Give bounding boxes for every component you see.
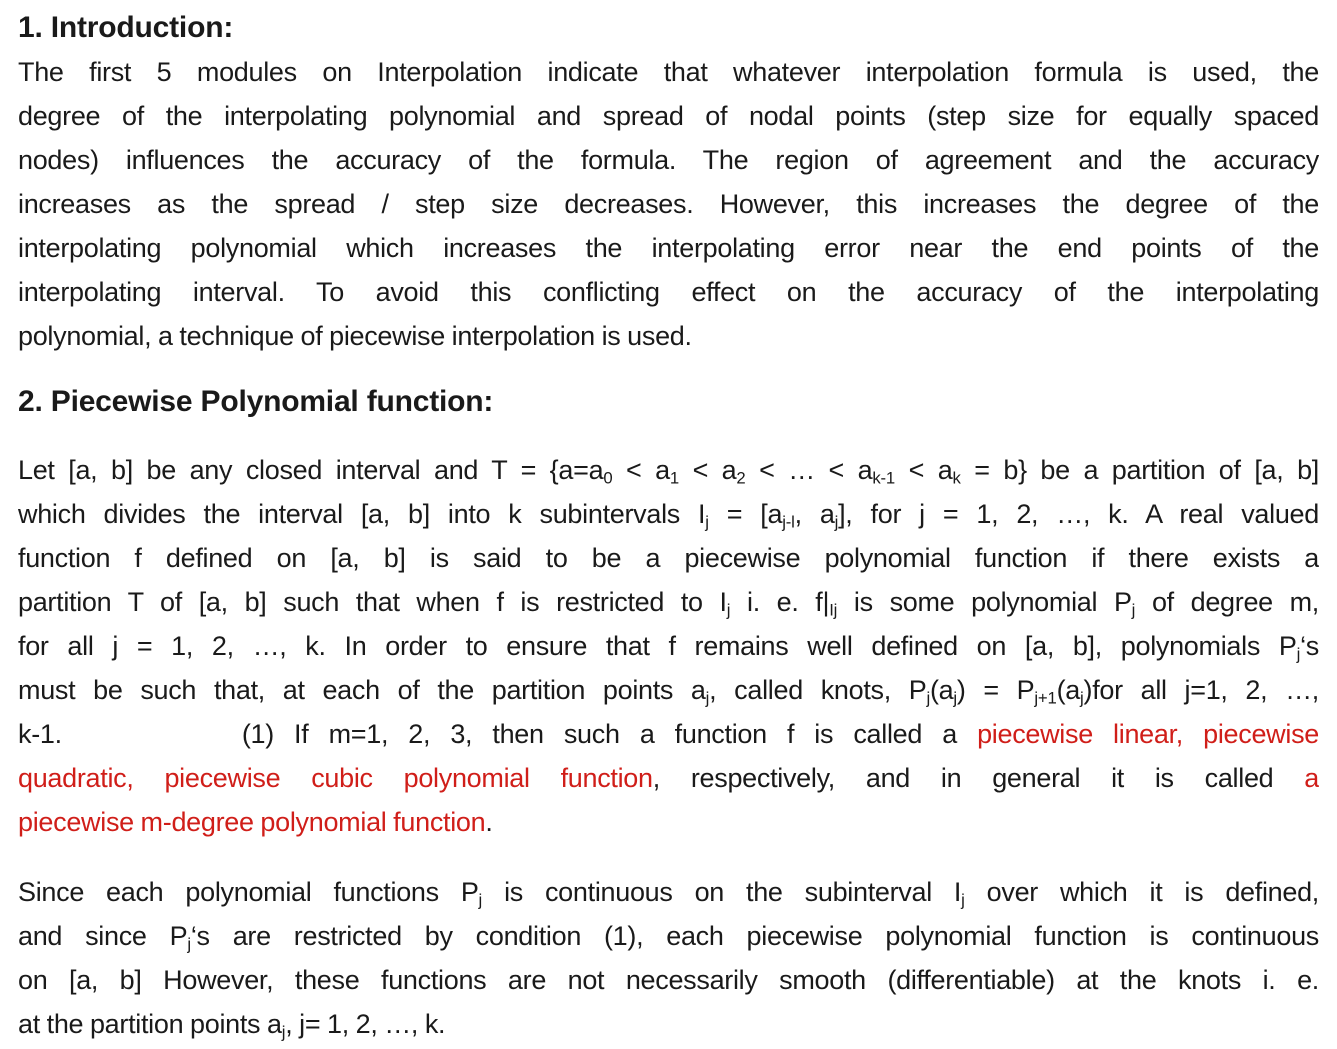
highlighted-text: a <box>1304 763 1319 793</box>
section-heading-introduction: 1. Introduction: <box>18 11 234 44</box>
text-segment: , called knots, P <box>709 675 927 705</box>
text-segment: < a <box>678 455 737 485</box>
text-segment: (a <box>929 675 954 705</box>
text-segment: ‘s <box>1300 631 1319 661</box>
subscript: j <box>834 512 839 532</box>
inline-gap <box>62 742 242 743</box>
text-segment: (1) If m=1, 2, 3, then such a function f is called a <box>241 719 978 749</box>
subscript: j <box>953 688 957 708</box>
text-segment: for all j = 1, 2, …, k. In order to ensure that f remains well defined on [a, b], polynomials P <box>18 631 1297 661</box>
text-segment: is some polynomial P <box>837 587 1132 617</box>
highlighted-text: quadratic, piecewise cubic polynomial function <box>18 763 653 793</box>
text-segment: , a <box>794 499 835 529</box>
text-line <box>18 492 1319 536</box>
text-segment: = [a <box>708 499 783 529</box>
text-segment: < a <box>612 455 670 485</box>
text-segment: = b} be a partition of [a, b] <box>960 455 1319 485</box>
text-segment: nodes) influences the accuracy of the formula. The region of agreement and the accuracy <box>18 145 1319 175</box>
subscript: 0 <box>603 468 613 488</box>
subscript: j+1 <box>1034 688 1057 708</box>
subscript: j <box>187 934 191 954</box>
subscript: j <box>478 890 483 910</box>
text-segment: , j= 1, 2, …, k. <box>285 1009 446 1039</box>
subscript: 1 <box>669 468 679 488</box>
text-segment: is continuous on the subinterval I <box>482 877 962 907</box>
text-line <box>18 138 1319 182</box>
text-segment: The first 5 modules on Interpolation indicate that whatever interpolation formula is used, the <box>18 57 1319 87</box>
text-line <box>18 94 1319 138</box>
paragraph-piecewise-definition <box>18 448 1319 844</box>
text-segment: ], for j = 1, 2, …, k. A real valued <box>838 499 1319 529</box>
text-line <box>18 958 1319 1002</box>
text-segment: increases as the spread / step size decreases. However, this increases the degree of the <box>18 189 1319 219</box>
paragraph-introduction <box>18 50 1319 358</box>
text-line <box>18 756 1319 800</box>
text-line <box>18 712 1319 756</box>
text-segment: which divides the interval [a, b] into k subintervals I <box>18 499 706 529</box>
subscript: j <box>926 688 930 708</box>
text-segment: k-1. <box>18 719 62 749</box>
highlighted-text: piecewise linear, piecewise <box>977 719 1319 749</box>
text-line <box>18 50 1319 94</box>
text-segment: ) = P <box>956 675 1035 705</box>
subscript: 2 <box>736 468 746 488</box>
subscript: j <box>281 1022 286 1042</box>
text-segment: of degree m, <box>1135 587 1319 617</box>
subscript: j <box>961 890 965 910</box>
text-line <box>18 314 1319 358</box>
text-line <box>18 182 1319 226</box>
subscript: j-l <box>782 512 795 532</box>
subscript: k-1 <box>872 468 896 488</box>
subscript: j <box>705 512 709 532</box>
text-segment: (a <box>1056 675 1080 705</box>
section-heading-piecewise-polynomial: 2. Piecewise Polynomial function: <box>18 385 494 418</box>
subscript: j <box>1080 688 1084 708</box>
text-segment: degree of the interpolating polynomial and spread of nodal points (step size for equally spaced <box>18 101 1319 131</box>
text-segment: partition T of [a, b] such that when f is restricted to I <box>18 587 727 617</box>
text-line <box>18 1002 1319 1046</box>
subscript: j <box>705 688 710 708</box>
subscript: j <box>1296 644 1301 664</box>
subscript: k <box>952 468 961 488</box>
text-segment: interpolating interval. To avoid this conflicting effect on the accuracy of the interpolating <box>18 277 1319 307</box>
paragraph-continuity <box>18 870 1319 1046</box>
text-segment: polynomial, a technique of piecewise interpolation is used. <box>18 321 692 351</box>
text-line <box>18 536 1319 580</box>
text-segment: Since each polynomial functions P <box>18 877 479 907</box>
highlighted-text: piecewise m-degree polynomial function <box>18 807 486 837</box>
text-segment: and since P <box>18 921 188 951</box>
text-segment: Let [a, b] be any closed interval and T = {a=a <box>18 455 604 485</box>
text-line <box>18 226 1319 270</box>
subscript: j <box>1131 600 1136 620</box>
text-segment: , respectively, and in general it is called <box>652 763 1305 793</box>
text-segment: must be such that, at each of the partition points a <box>18 675 706 705</box>
subscript: j <box>726 600 731 620</box>
text-line <box>18 870 1319 914</box>
text-segment: < … < a <box>745 455 873 485</box>
text-segment: at the partition points a <box>18 1009 282 1039</box>
text-line <box>18 800 1319 844</box>
text-line <box>18 448 1319 492</box>
text-line <box>18 668 1319 712</box>
text-segment: function f defined on [a, b] is said to be a piecewise polynomial function if there exists a <box>18 543 1319 573</box>
text-segment: interpolating polynomial which increases the interpolating error near the end points of the <box>18 233 1319 263</box>
subscript: Ij <box>829 600 838 620</box>
text-segment: . <box>485 807 493 837</box>
text-line <box>18 914 1319 958</box>
text-segment: over which it is defined, <box>964 877 1319 907</box>
text-segment: ‘s are restricted by condition (1), each piecewise polynomial function is continuous <box>190 921 1319 951</box>
text-segment: )for all j=1, 2, …, <box>1083 675 1319 705</box>
text-line <box>18 580 1319 624</box>
text-line <box>18 624 1319 668</box>
text-segment: < a <box>895 455 953 485</box>
text-segment: on [a, b] However, these functions are not necessarily smooth (differentiable) at the knots i. e. <box>18 965 1319 995</box>
text-line <box>18 270 1319 314</box>
text-segment: i. e. f| <box>730 587 830 617</box>
